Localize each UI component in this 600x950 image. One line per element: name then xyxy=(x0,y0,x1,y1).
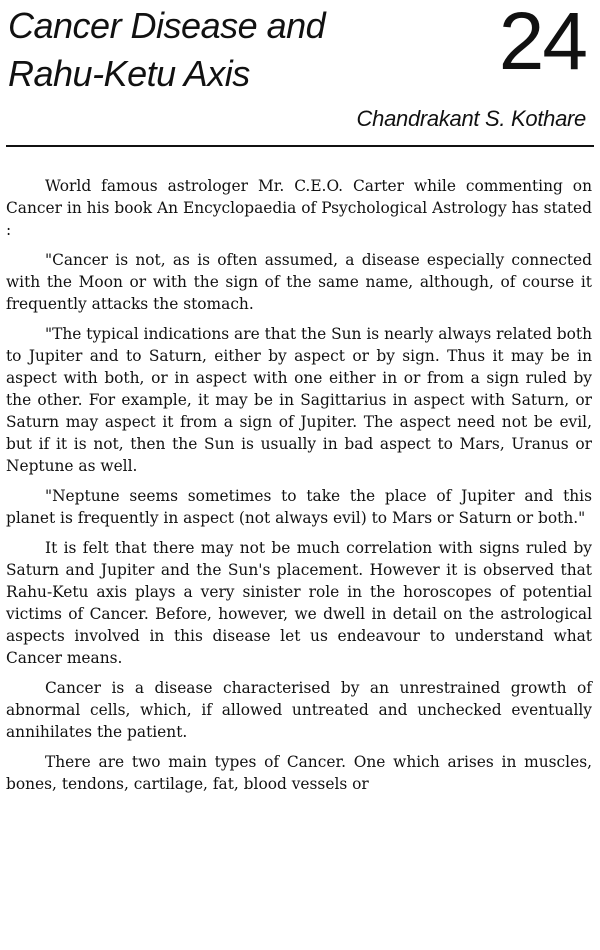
paragraph-5: It is felt that there may not be much correlation with signs ruled by Saturn and Jupiter and the Sun's placement. However it is observed that Rahu-Ketu axis plays a very sinister role in the horoscopes of potential victims of Cancer. Before, however, we dwell in detail on the astrological aspects involved in this disease let us endeavour to understand what Cancer means. xyxy=(6,539,592,667)
chapter-title xyxy=(8,2,325,98)
paragraph-3: "The typical indications are that the Sun is nearly always related both to Jupiter and to Saturn, either by aspect or by sign. Thus it may be in aspect with both, or in aspect with one either in or from a sign ruled by the other. For example, it may be in Sagittarius in aspect with Saturn, or Saturn may aspect it from a sign of Jupiter. The aspect need not be evil, but if it is not, then the Sun is usually in bad aspect to Mars, Uranus or Neptune as well. xyxy=(6,325,592,475)
chapter-number: 24 xyxy=(498,0,586,87)
paragraph-6: Cancer is a disease characterised by an unrestrained growth of abnormal cells, which, if allowed untreated and unchecked eventually annihilates the patient. xyxy=(6,679,592,741)
chapter-title-line-1: Cancer Disease and xyxy=(8,5,326,46)
body-text xyxy=(6,175,592,803)
author-name: Chandrakant S. Kothare xyxy=(356,106,586,131)
paragraph-1: World famous astrologer Mr. C.E.O. Carter while commenting on Cancer in his book An Encyclopaedia of Psychological Astrology has stated : xyxy=(6,177,592,239)
paragraph-4: "Neptune seems sometimes to take the place of Jupiter and this planet is frequently in aspect (not always evil) to Mars or Saturn or both." xyxy=(6,487,592,527)
paragraph-7: There are two main types of Cancer. One which arises in muscles, bones, tendons, cartilage, fat, blood vessels or xyxy=(6,753,592,793)
chapter-header xyxy=(0,0,600,150)
paragraph-2: "Cancer is not, as is often assumed, a disease especially connected with the Moon or with the sign of the same name, although, of course it frequently attacks the stomach. xyxy=(6,251,592,313)
header-divider xyxy=(6,145,594,147)
chapter-title-line-2: Rahu-Ketu Axis xyxy=(8,53,250,94)
